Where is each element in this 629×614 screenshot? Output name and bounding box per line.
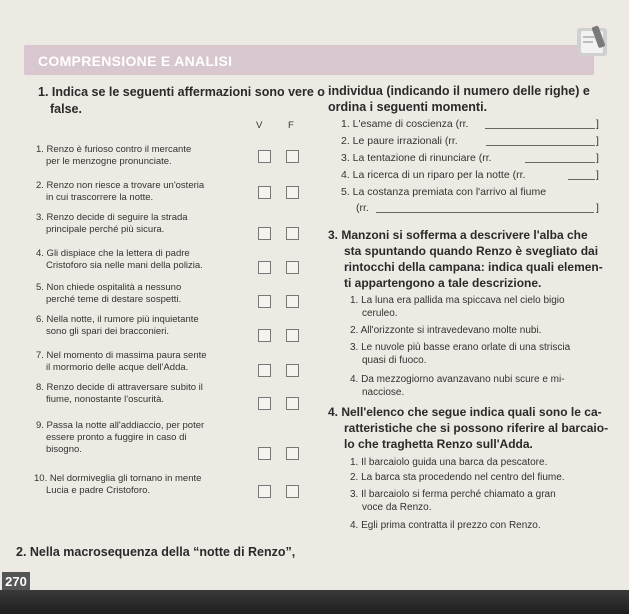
q3-option-4-line1[interactable]: 4. Da mezzogiorno avanzavano nubi scure e mi- [350,374,565,385]
q1-item-2-true-checkbox[interactable] [258,186,271,199]
true-column-label: V [256,120,263,131]
q1-item-6-true-checkbox[interactable] [258,329,271,342]
q1-item-3-line2: principale perché più sicura. [46,224,165,235]
moment-4-label: 4. La ricerca di un riparo per la notte (rr. [341,169,526,181]
q4-option-2[interactable]: 2. La barca sta procedendo nel centro del fiume. [350,472,565,483]
q1-item-9-line1: 9. Passa la notte all'addiaccio, per poter [36,420,205,431]
q1-item-6-false-checkbox[interactable] [286,329,299,342]
q1-item-3-true-checkbox[interactable] [258,227,271,240]
q1-item-1-line2: per le menzogne pronunciate. [46,156,172,167]
q1-item-6-line2: sono gli spari dei bracconieri. [46,326,170,337]
moment-4-answer-line[interactable] [568,179,595,180]
q3-title-line4: ti appartengono a tale descrizione. [344,276,542,290]
moment-5-label-cont: (rr. [356,202,369,214]
q4-title-line3: lo che traghetta Renzo sull'Adda. [344,437,533,451]
q3-option-1-line2: ceruleo. [362,308,398,319]
page-number: 270 [2,572,30,592]
moment-3-label: 3. La tentazione di rinunciare (rr. [341,152,492,164]
page-edge-shadow [0,590,629,614]
q1-item-9-line2: essere pronto a fuggire in caso di [46,432,187,443]
q1-item-8-line1: 8. Renzo decide di attraversare subito il [36,382,203,393]
q1-item-4-line2: Cristoforo sia nelle mani della polizia. [46,260,203,271]
q3-option-1-line1[interactable]: 1. La luna era pallida ma spiccava nel cielo bigio [350,295,565,306]
moment-5-bracket: ] [596,202,599,214]
moment-3-bracket: ] [596,152,599,164]
q1-item-3-false-checkbox[interactable] [286,227,299,240]
q3-option-3-line1[interactable]: 3. Le nuvole più basse erano orlate di una striscia [350,342,571,353]
q2-title: 2. Nella macrosequenza della “notte di Renzo”, [16,545,296,559]
q1-item-7-true-checkbox[interactable] [258,364,271,377]
q3-option-3-line2: quasi di fuoco. [362,355,427,366]
q3-title-line3: rintocchi della campana: indica quali elemen- [344,260,603,274]
q1-item-10-line1: 10. Nel dormiveglia gli tornano in mente [34,473,202,484]
q1-item-8-false-checkbox[interactable] [286,397,299,410]
q3-option-2[interactable]: 2. All'orizzonte si intravedevano molte nubi. [350,325,542,336]
q1-item-7-false-checkbox[interactable] [286,364,299,377]
false-column-label: F [288,120,294,131]
q2-intro-line1: individua (indicando il numero delle righe) e [328,84,590,98]
moment-1-answer-line[interactable] [485,128,595,129]
q3-title-line2: sta spuntando quando Renzo è svegliato dai [344,244,599,258]
q1-item-4-line1: 4. Gli dispiace che la lettera di padre [36,248,190,259]
moment-5-label: 5. La costanza premiata con l'arrivo al fiume [341,186,547,198]
book-pen-icon [573,22,613,62]
q1-item-10-true-checkbox[interactable] [258,485,271,498]
moment-2-answer-line[interactable] [486,145,595,146]
q1-item-1-false-checkbox[interactable] [286,150,299,163]
q3-option-4-line2: nacciose. [362,387,405,398]
q1-item-4-false-checkbox[interactable] [286,261,299,274]
q4-title-line2: ratteristiche che si possono riferire al barcaio- [344,421,609,435]
q1-item-9-line3: bisogno. [46,444,82,455]
q1-item-10-line2: Lucia e padre Cristoforo. [46,485,151,496]
q1-item-2-line1: 2. Renzo non riesce a trovare un'osteria [36,180,205,191]
q1-title-line1: 1. Indica se le seguenti affermazioni sono vere o [38,85,325,99]
q1-item-9-false-checkbox[interactable] [286,447,299,460]
q1-item-8-true-checkbox[interactable] [258,397,271,410]
moment-4-bracket: ] [596,169,599,181]
q3-title-line1: 3. Manzoni si sofferma a descrivere l'alba che [328,228,588,242]
q1-item-2-false-checkbox[interactable] [286,186,299,199]
q1-item-2-line2: in cui trascorrere la notte. [46,192,154,203]
q1-item-1-line1: 1. Renzo è furioso contro il mercante [36,144,192,155]
moment-5-answer-line[interactable] [376,212,594,213]
q1-item-1-true-checkbox[interactable] [258,150,271,163]
q2-intro-line2: ordina i seguenti momenti. [328,100,488,114]
q1-item-5-line1: 5. Non chiede ospitalità a nessuno [36,282,182,293]
q1-item-8-line2: fiume, nonostante l'oscurità. [46,394,164,405]
q4-option-3-line2: voce da Renzo. [362,502,432,513]
q1-item-7-line1: 7. Nel momento di massima paura sente [36,350,207,361]
moment-1-label: 1. L'esame di coscienza (rr. [341,118,469,130]
q4-option-4[interactable]: 4. Egli prima contratta il prezzo con Renzo. [350,520,541,531]
q4-option-1[interactable]: 1. Il barcaiolo guida una barca da pescatore. [350,457,548,468]
q1-item-3-line1: 3. Renzo decide di seguire la strada [36,212,188,223]
moment-3-answer-line[interactable] [525,162,595,163]
q1-item-5-true-checkbox[interactable] [258,295,271,308]
q1-item-7-line2: il mormorio delle acque dell'Adda. [46,362,189,373]
q1-item-6-line1: 6. Nella notte, il rumore più inquietante [36,314,199,325]
q4-title-line1: 4. Nell'elenco che segue indica quali sono le ca- [328,405,602,419]
q1-item-5-false-checkbox[interactable] [286,295,299,308]
q1-item-5-line2: perché teme di destare sospetti. [46,294,182,305]
q1-item-9-true-checkbox[interactable] [258,447,271,460]
section-title: COMPRENSIONE E ANALISI [38,53,233,69]
q1-title-line2: false. [50,102,82,116]
moment-2-label: 2. Le paure irrazionali (rr. [341,135,458,147]
q1-item-4-true-checkbox[interactable] [258,261,271,274]
q4-option-3-line1[interactable]: 3. Il barcaiolo si ferma perché chiamato a gran [350,489,556,500]
moment-1-bracket: ] [596,118,599,130]
moment-2-bracket: ] [596,135,599,147]
q1-item-10-false-checkbox[interactable] [286,485,299,498]
